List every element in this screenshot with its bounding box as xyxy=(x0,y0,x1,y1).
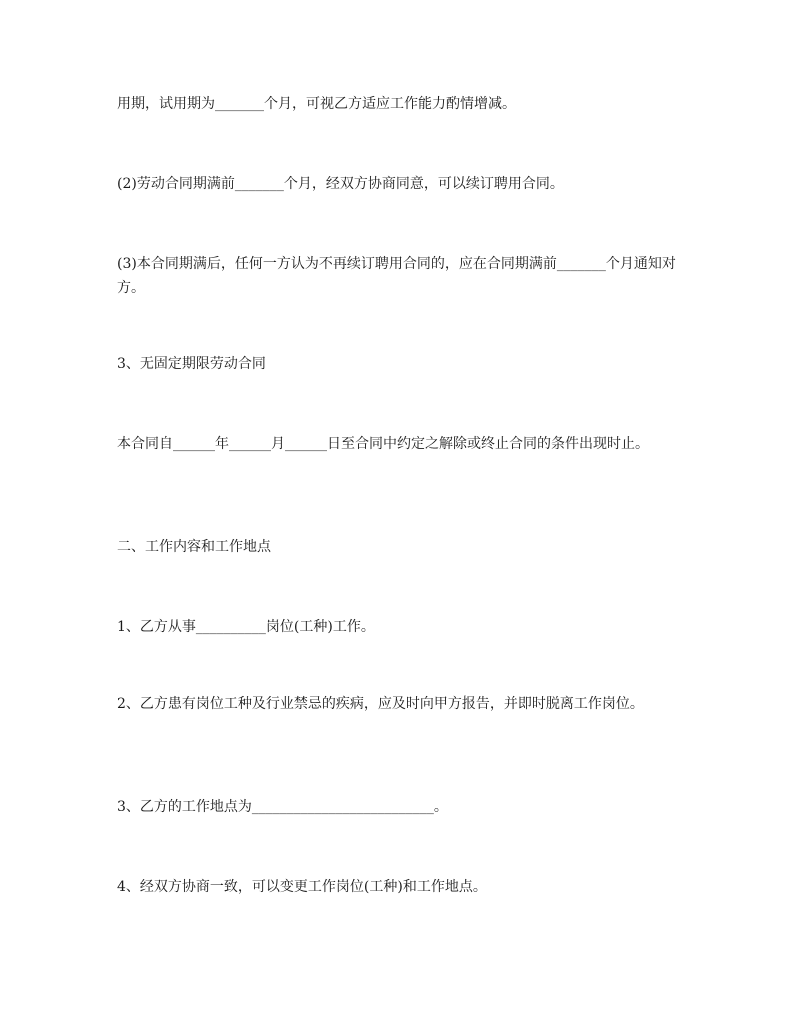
section-heading-work-content-location: 二、工作内容和工作地点 xyxy=(117,539,271,555)
paragraph-job-position: 1、乙方从事__________岗位(工种)工作。 xyxy=(117,619,375,635)
paragraph-forbidden-disease-report: 2、乙方患有岗位工种及行业禁忌的疾病，应及时向甲方报告，并即时脱离工作岗位。 xyxy=(117,696,644,712)
paragraph-contract-start-date: 本合同自______年______月______日至合同中约定之解除或终止合同的条件出现时止。 xyxy=(117,436,649,452)
paragraph-work-location: 3、乙方的工作地点为__________________________。 xyxy=(117,799,448,815)
paragraph-renewal-before-expiry: (2)劳动合同期满前_______个月，经双方协商同意，可以续订聘用合同。 xyxy=(117,176,564,192)
section-heading-open-ended-contract: 3、无固定期限劳动合同 xyxy=(117,356,266,372)
paragraph-change-position-location: 4、经双方协商一致，可以变更工作岗位(工种)和工作地点。 xyxy=(117,879,487,895)
paragraph-probation-period: 用期，试用期为_______个月，可视乙方适应工作能力酌情增减。 xyxy=(117,96,516,112)
paragraph-non-renewal-notice: (3)本合同期满后，任何一方认为不再续订聘用合同的，应在合同期满前_______个月通知对方。 xyxy=(117,256,676,296)
